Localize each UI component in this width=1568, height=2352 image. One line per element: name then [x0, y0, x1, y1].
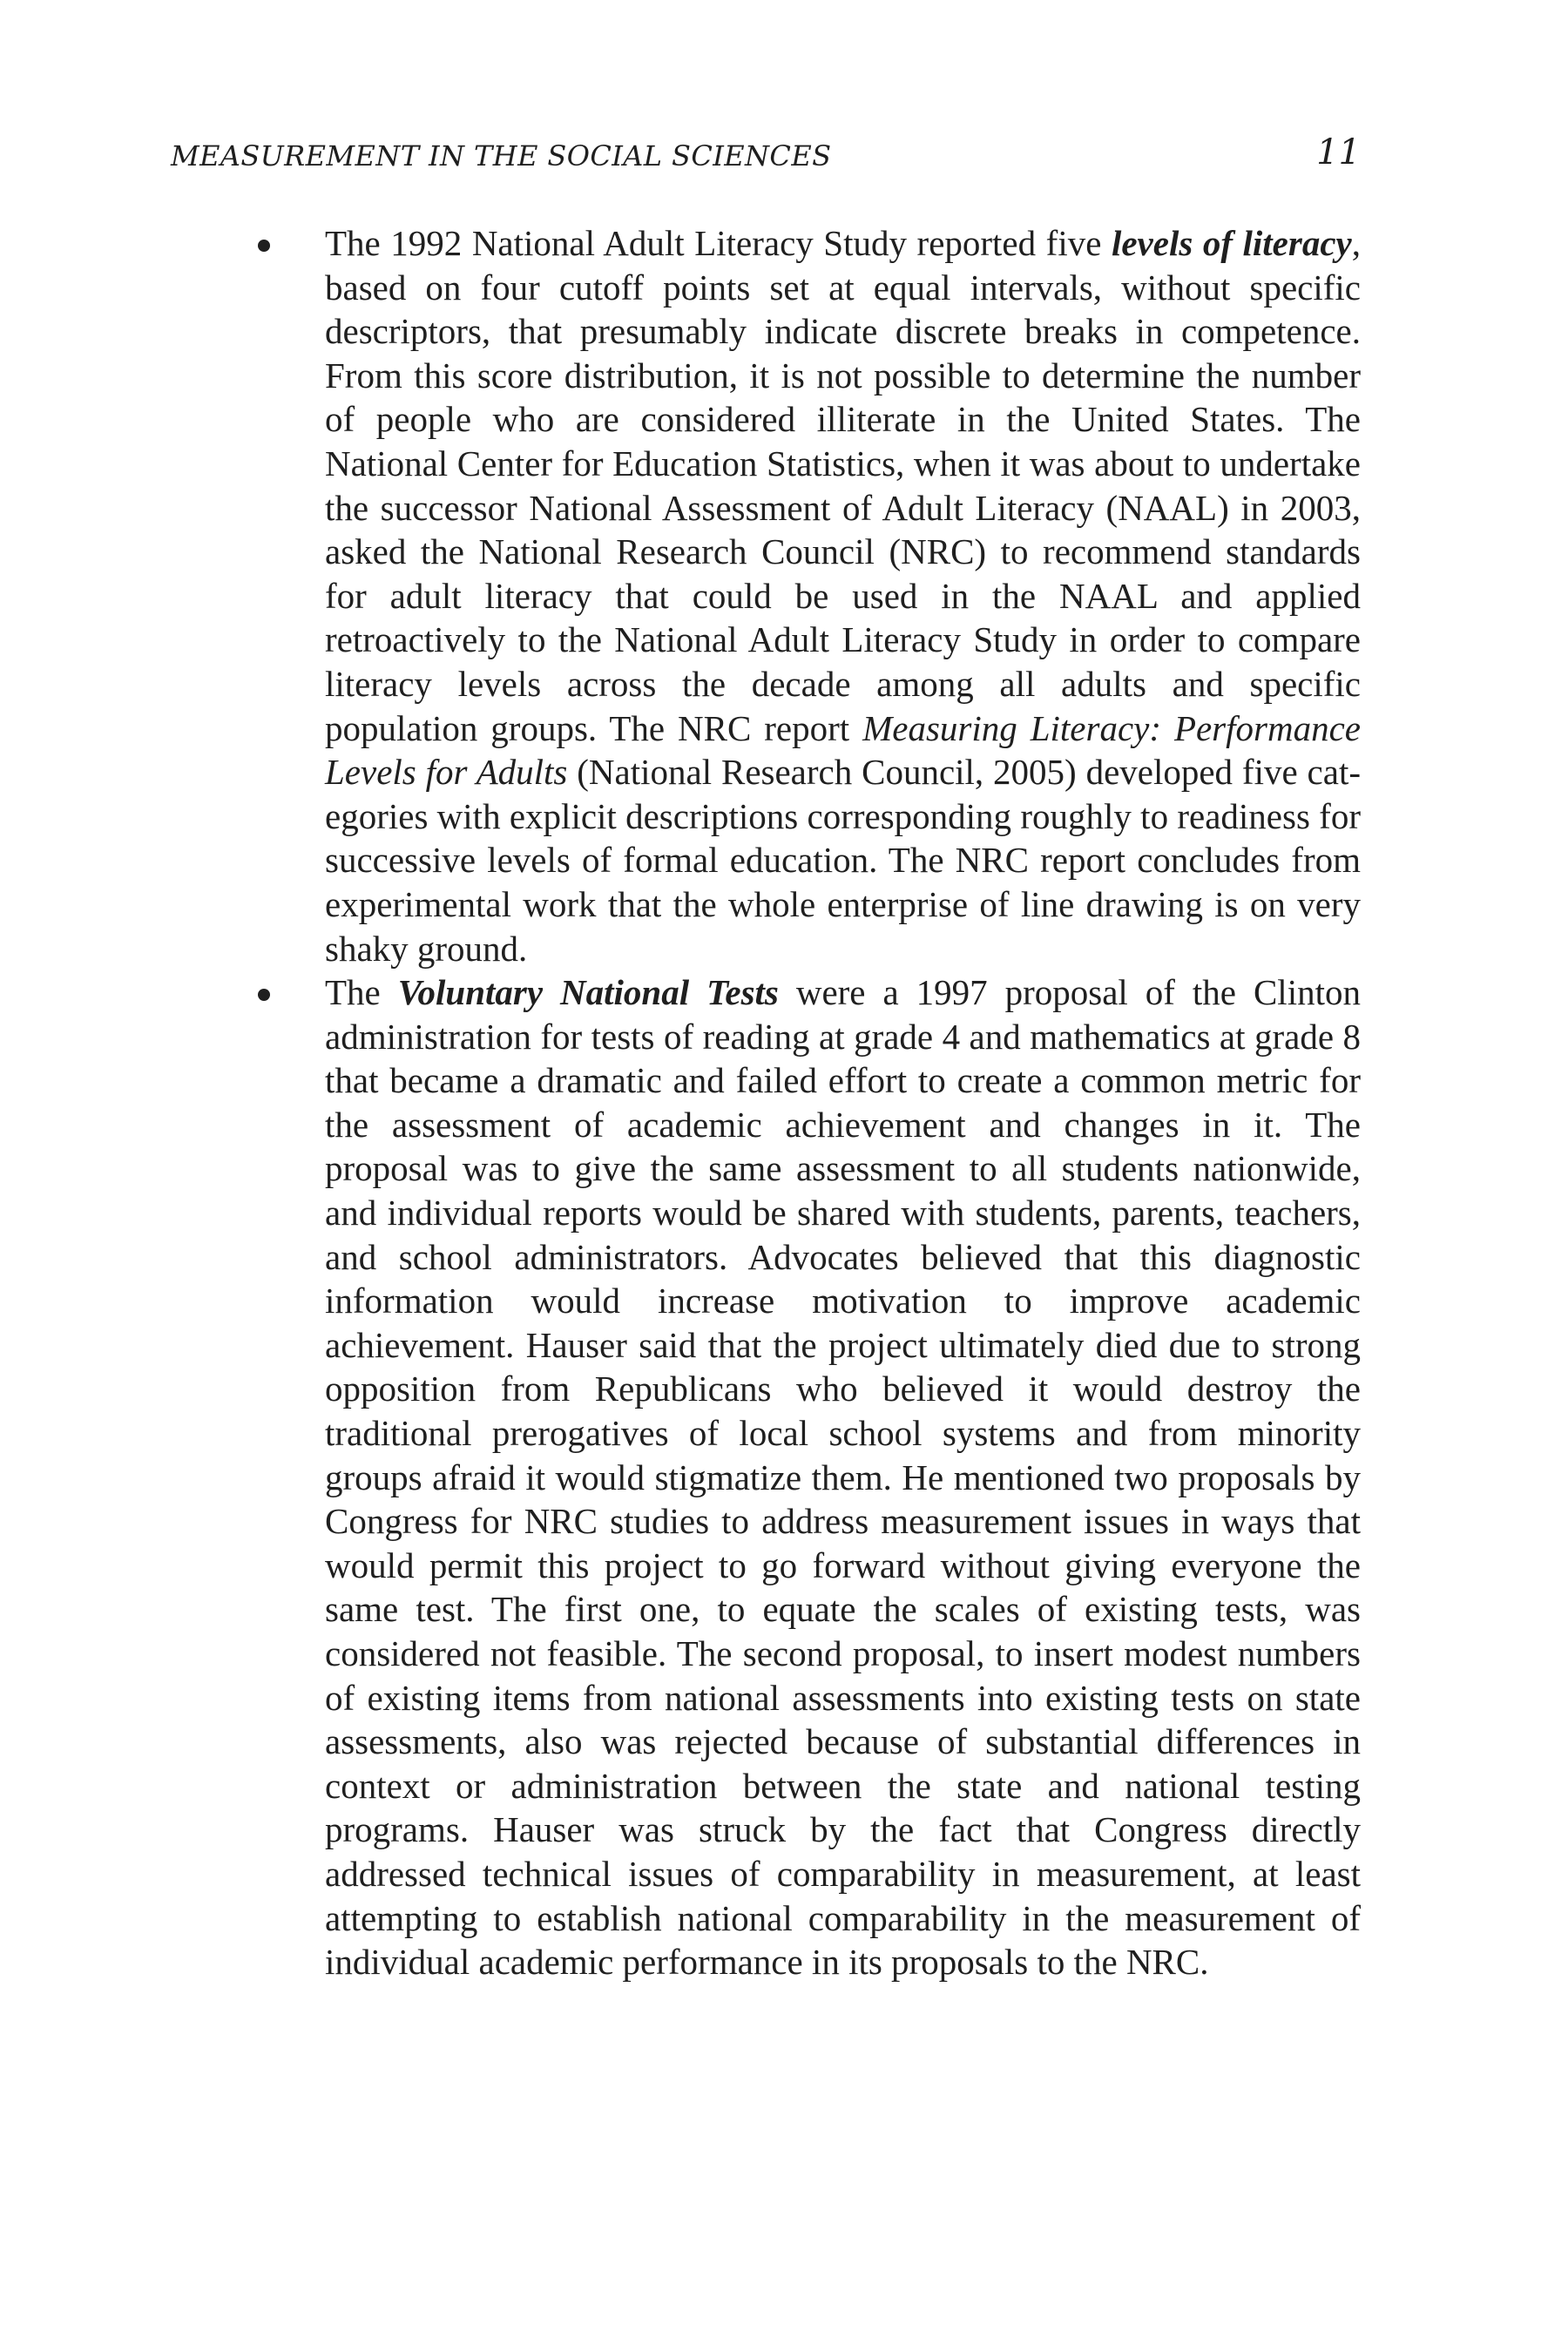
bold-term: levels of literacy: [1111, 223, 1352, 263]
running-title: MEASUREMENT IN THE SOCIAL SCIENCES: [171, 139, 832, 172]
bold-term: Voluntary National Tests: [397, 972, 779, 1013]
text-run: The 1992 National Adult Literacy Study reported five: [325, 223, 1112, 263]
running-head: [171, 132, 1361, 185]
page-number: 11: [1316, 132, 1361, 172]
report-title: Measuring Literacy: Performance Levels for Adults: [325, 707, 1361, 793]
text-run: were a 1997 proposal of the Clinton administration for tests of reading at grade 4 and mathematics at grade 8 that became a dramatic and failed effort to create a common metric for the assessment of academic achievement and changes in it. The proposal was to give the same assessment to all students nationwide, and individual reports would be shared with students, parents, teachers, and school administrators. Advocates believed that this diagnostic information would increase motivation to improve academic achievement. Hauser said that the project ultimately died due to strong opposition from Republicans who believed it would destroy the traditional prerogatives of local school systems and from minority groups afraid it would stigmatize them. He mentioned two proposals by Congress for NRC studies to address measurement issues in ways that would permit this project to go forward without giving everyone the same test. The first one, to equate the scales of existing tests, was considered not feasible. The second proposal, to insert modest numbers of existing items from national assessments into existing tests on state assessments, also was rejected because of substantial differences in context or administration between the state and national testing programs. Hauser was struck by the fact that Congress directly addressed technical issues of comparability in measurement, at least attempting to establish national comparability in the measurement of individual academic performance in its proposals to the NRC.: [325, 972, 1361, 1983]
bullet-icon: [258, 240, 270, 252]
paragraph: [325, 221, 1361, 970]
body-text: [171, 221, 1361, 1984]
bullet-item-voluntary-tests: [171, 970, 1361, 1984]
text-run: (National Research Council, 2005) developed five categories with explicit descriptions corresponding roughly to readiness for successive levels of formal education. The NRC report concludes from experimental work that the whole enterprise of line drawing is on very shaky ground.: [325, 752, 1361, 969]
paragraph: [325, 970, 1361, 1984]
text-run: The: [325, 972, 398, 1013]
text-run: , based on four cutoff points set at equal intervals, without specific descriptors, that presumably indicate discrete breaks in competence. From this score distribution, it is not possible to determine the number of people who are considered illiterate in the United States. The National Center for Education Statistics, when it was about to undertake the successor National Assessment of Adult Literacy (NAAL) in 2003, asked the National Research Council (NRC) to recommend standards for adult literacy that could be used in the NAAL and applied retroactively to the National Adult Literacy Study in order to compare literacy levels across the decade among all adults and specific population groups. The NRC report: [325, 223, 1361, 748]
bullet-item-literacy-study: [171, 221, 1361, 970]
bullet-icon: [258, 989, 270, 1001]
